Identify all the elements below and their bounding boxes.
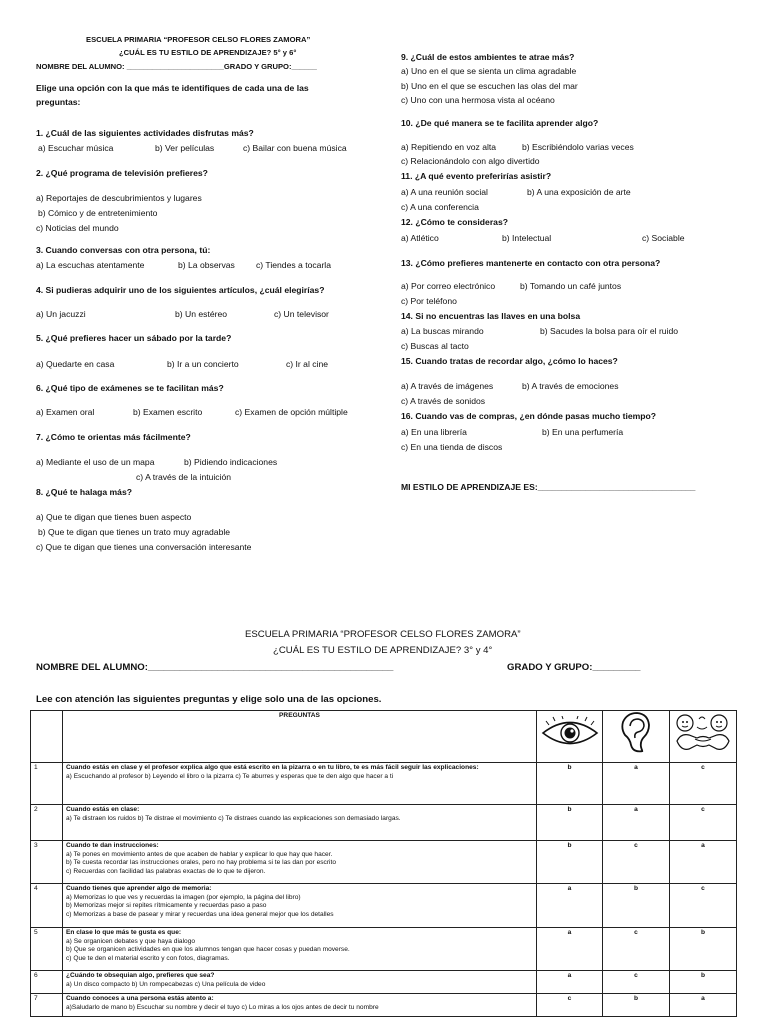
auditory-answer: a [603,805,670,841]
question-text: Cuando te dan instrucciones: [66,842,159,849]
student-name-line: NOMBRE DEL ALUMNO:______________________________________________ [36,662,394,673]
row-number: 5 [31,928,63,971]
eye-icon [541,716,599,750]
option-c: c) Recuerdas con facilidad las palabras exactas de lo que te dijeron. [66,868,266,876]
option-b: b) Te cuesta recordar las instrucciones orales, pero no hay problema si te las dan por escrito [66,859,336,867]
table-row [31,994,737,1017]
option-12c: c) Sociable [642,233,685,243]
row-number: 6 [31,971,63,994]
option-8b: b) Que te digan que tienes un trato muy agradable [38,527,231,537]
question-15: 15. Cuando tratas de recordar algo, ¿cómo lo haces? [401,356,618,366]
option-11c: c) A una conferencia [401,202,479,212]
option-11a: a) A una reunión social [401,187,488,197]
option-15b: b) A través de emociones [522,381,619,391]
option-2b: b) Cómico y de entretenimiento [38,208,158,218]
option-6c: c) Examen de opción múltiple [235,407,348,417]
option-1b: b) Ver películas [155,143,215,153]
option-13a: a) Por correo electrónico [401,281,496,291]
question-text: En clase lo que más te gusta es que: [66,929,182,936]
option-10a: a) Repitiendo en voz alta [401,142,497,152]
kinesthetic-header-cell [670,711,737,763]
table-row [31,884,737,928]
option-8a: a) Que te digan que tienes buen aspecto [36,512,192,522]
page-title: ¿CUÁL ES TU ESTILO DE APRENDIZAJE? 5° y 6° [119,48,297,57]
question-text: Cuando tienes que aprender algo de memoria: [66,885,212,892]
auditory-answer: b [603,884,670,928]
instructions: Elige una opción con la que más te identifiques de cada una de las [36,83,309,93]
visual-answer: a [537,928,603,971]
option-15c: c) A través de sonidos [401,396,486,406]
option-1a: a) Escuchar música [38,143,114,153]
question-11: 11. ¿A qué evento preferirías asistir? [401,171,552,181]
option-1c: c) Bailar con buena música [243,143,347,153]
question-cell [63,805,537,841]
visual-answer: b [537,841,603,884]
option-13b: b) Tomando un café juntos [520,281,622,291]
question-12: 12. ¿Cómo te consideras? [401,217,508,227]
visual-answer: a [537,884,603,928]
question-text: Cuando conoces a una persona estás atento a: [66,995,214,1002]
row-number: 1 [31,763,63,805]
option-5b: b) Ir a un concierto [167,359,239,369]
table-row [31,971,737,994]
option-b: b) Memorizas mejor si repites rítmicamente y recuerdas paso a paso [66,902,267,910]
visual-answer: b [537,763,603,805]
question-cell [63,928,537,971]
question-text: ¿Cuándo te obsequian algo, prefieres que sea? [66,972,215,979]
option-5c: c) Ir al cine [286,359,329,369]
option-3a: a) La escuchas atentamente [36,260,145,270]
option-5a: a) Quedarte en casa [36,359,115,369]
option-11b: b) A una exposición de arte [527,187,631,197]
option-4b: b) Un estéreo [175,309,228,319]
option-7b: b) Pidiendo indicaciones [184,457,278,467]
question-8: 8. ¿Qué te halaga más? [36,487,132,497]
question-cell [63,763,537,805]
questions-table [30,710,737,1017]
header-number-cell [31,711,63,763]
question-4: 4. Si pudieras adquirir uno de los siguientes artículos, ¿cuál elegirías? [36,285,325,295]
question-13: 13. ¿Cómo prefieres mantenerte en contacto con otra persona? [401,258,661,268]
auditory-answer: c [603,928,670,971]
row-number: 4 [31,884,63,928]
option-10c: c) Relacionándolo con algo divertido [401,156,540,166]
option-7c: c) A través de la intuición [136,472,232,482]
option-4c: c) Un televisor [274,309,329,319]
option-13c: c) Por teléfono [401,296,457,306]
question-cell [63,994,537,1017]
question-2: 2. ¿Qué programa de televisión prefieres? [36,168,208,178]
kinesthetic-answer: a [670,994,737,1017]
option-14a: a) La buscas mirando [401,326,484,336]
option-a: a) Te pones en movimiento antes de que acaben de hablar y explicar lo que hay que hacer. [66,850,333,858]
option-9a: a) Uno en el que se sienta un clima agradable [401,66,577,76]
option-16a: a) En una librería [401,427,467,437]
option-16b: b) En una perfumería [542,427,624,437]
option-3b: b) La observas [178,260,235,270]
question-options: a) Te distraen los ruidos b) Te distrae el movimiento c) Te distraes cuando las explicaciones son demasiado largas. [66,814,401,822]
visual-answer: b [537,805,603,841]
kinesthetic-answer: b [670,971,737,994]
kinesthetic-answer: a [670,841,737,884]
page-title-2: ¿CUÁL ES TU ESTILO DE APRENDIZAJE? 3° y 4° [273,645,493,656]
option-16c: c) En una tienda de discos [401,442,503,452]
option-c: c) Memorizas a base de pasear y mirar y recuerdas una idea general mejor que los detalles [66,911,334,919]
auditory-answer: b [603,994,670,1017]
option-8c: c) Que te digan que tienes una conversación interesante [36,542,252,552]
question-9: 9. ¿Cuál de estos ambientes te atrae más? [401,52,575,62]
kinesthetic-answer: b [670,928,737,971]
auditory-answer: c [603,841,670,884]
question-16: 16. Cuando vas de compras, ¿en dónde pasas mucho tiempo? [401,411,657,421]
option-a: a) Se organicen debates y que haya dialogo [66,937,196,945]
option-12a: a) Atlético [401,233,439,243]
question-cell [63,884,537,928]
row-number: 3 [31,841,63,884]
table-row [31,928,737,971]
question-cell [63,971,537,994]
question-text: Cuando estás en clase: [66,806,140,813]
name-grade-line: NOMBRE DEL ALUMNO: _______________________GRADO Y GRUPO:______ [36,62,317,71]
option-12b: b) Intelectual [502,233,552,243]
instructions-2: Lee con atención las siguientes preguntas y elige solo una de las opciones. [36,694,382,705]
option-10b: b) Escribiéndolo varias veces [522,142,634,152]
option-4a: a) Un jacuzzi [36,309,86,319]
table-row [31,805,737,841]
ear-icon [619,711,653,755]
visual-header-cell [537,711,603,763]
kinesthetic-answer: c [670,805,737,841]
option-9b: b) Uno en el que se escuchen las olas del mar [401,81,578,91]
question-text: Cuando estás en clase y el profesor explica algo que está escrito en la pizarra o en tu libro, te es más fácil seguir las explicaciones: [66,764,479,771]
instructions-cont: preguntas: [36,97,81,107]
option-a: a) Memorizas lo que ves y recuerdas la imagen (por ejemplo, la página del libro) [66,893,301,901]
question-10: 10. ¿De qué manera se te facilita aprender algo? [401,118,599,128]
question-7: 7. ¿Cómo te orientas más fácilmente? [36,432,191,442]
learning-style-result: MI ESTILO DE APRENDIZAJE ES:_________________________________ [401,482,696,492]
option-7a: a) Mediante el uso de un mapa [36,457,155,467]
auditory-header-cell [603,711,670,763]
grade-group-line: GRADO Y GRUPO:_________ [507,662,641,673]
question-options: a) Un disco compacto b) Un rompecabezas c) Una película de video [66,980,266,988]
question-options: a) Escuchando al profesor b) Leyendo el libro o la pizarra c) Te aburres y esperas que te den algo que hacer a ti [66,772,394,780]
row-number: 7 [31,994,63,1017]
visual-answer: a [537,971,603,994]
hands-icon [673,711,733,755]
auditory-answer: c [603,971,670,994]
questions-header: PREGUNTAS [63,711,537,763]
table-header-row [31,711,737,763]
option-15a: a) A través de imágenes [401,381,494,391]
question-options: a)Saludarlo de mano b) Escuchar su nombre y decir el tuyo c) Lo miras a los ojos antes de decir tu nombre [66,1003,379,1011]
table-row [31,841,737,884]
school-title: ESCUELA PRIMARIA “PROFESOR CELSO FLORES ZAMORA” [86,35,311,44]
auditory-answer: a [603,763,670,805]
school-title-2: ESCUELA PRIMARIA “PROFESOR CELSO FLORES ZAMORA” [245,629,521,640]
question-cell [63,841,537,884]
visual-answer: c [537,994,603,1017]
option-14c: c) Buscas al tacto [401,341,469,351]
question-6: 6. ¿Qué tipo de exámenes se te facilitan más? [36,383,224,393]
option-b: b) Que se organicen actividades en que los alumnos tengan que hacer cosas y puedan moverse. [66,946,350,954]
kinesthetic-answer: c [670,884,737,928]
option-6b: b) Examen escrito [133,407,203,417]
option-2c: c) Noticias del mundo [36,223,119,233]
row-number: 2 [31,805,63,841]
option-3c: c) Tiendes a tocarla [256,260,331,270]
option-c: c) Que te den el material escrito y con fotos, diagramas. [66,955,230,963]
question-1: 1. ¿Cuál de las siguientes actividades disfrutas más? [36,128,254,138]
kinesthetic-answer: c [670,763,737,805]
table-row [31,763,737,805]
option-14b: b) Sacudes la bolsa para oír el ruido [540,326,679,336]
question-3: 3. Cuando conversas con otra persona, tú: [36,245,211,255]
option-2a: a) Reportajes de descubrimientos y lugares [36,193,202,203]
question-5: 5. ¿Qué prefieres hacer un sábado por la tarde? [36,333,232,343]
question-14: 14. Si no encuentras las llaves en una bolsa [401,311,581,321]
option-6a: a) Examen oral [36,407,95,417]
option-9c: c) Uno con una hermosa vista al océano [401,95,555,105]
